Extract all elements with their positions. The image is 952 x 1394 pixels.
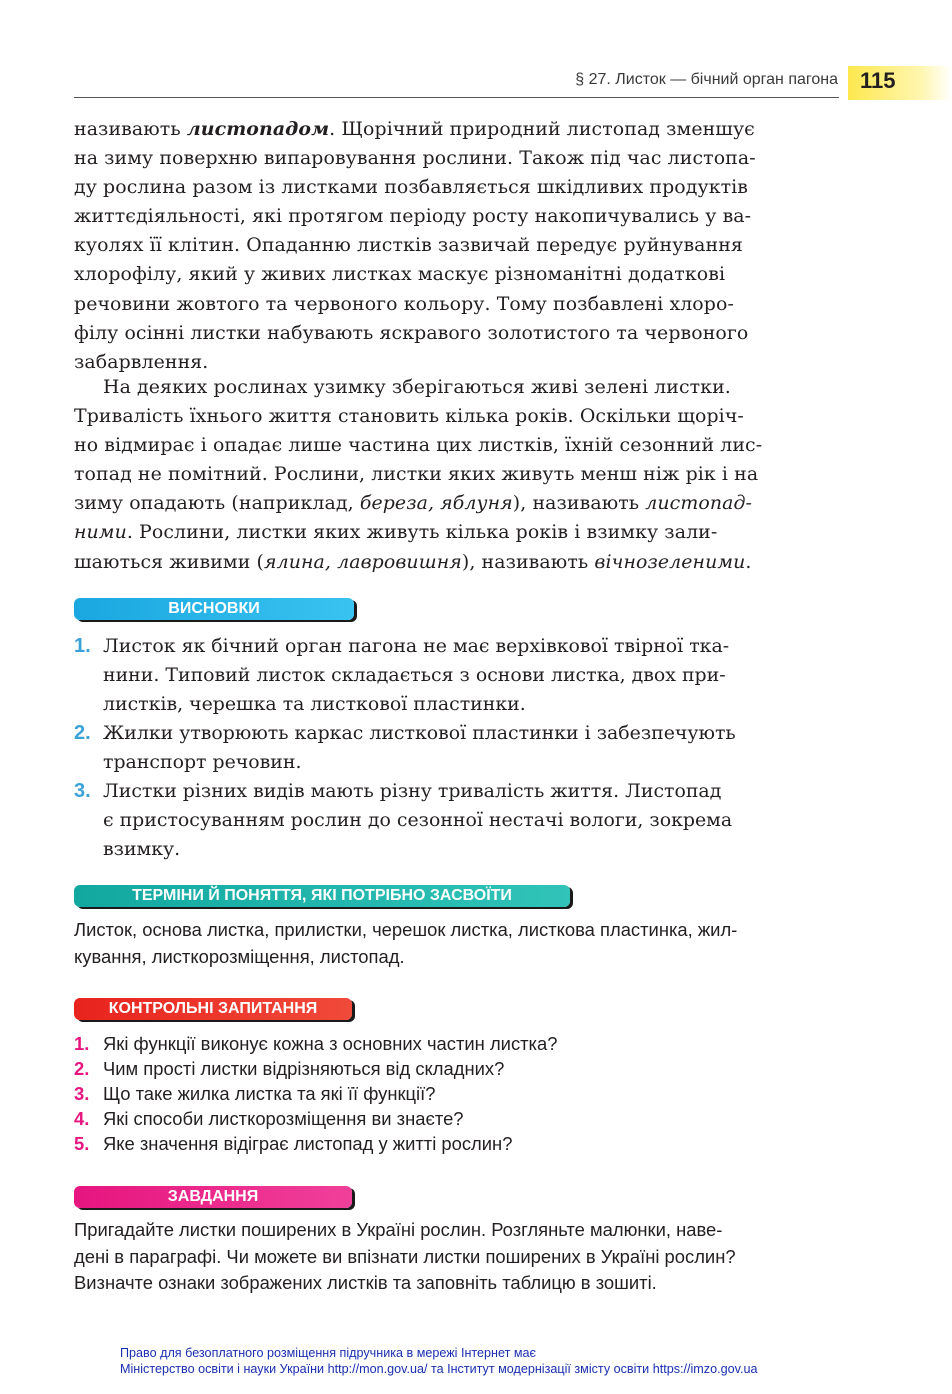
paragraph-line: шаються живими (ялина, лавровишня), називають вічнозеленими. xyxy=(74,550,752,573)
conclusion-item: 3. Листки різних видів мають різну тривалість життя. Листопад є пристосуванням рослин до сезонної нестачі вологи, зокрема взимку. xyxy=(74,777,854,864)
term-highlight: листопадом xyxy=(186,118,330,140)
terms-heading: ТЕРМІНИ Й ПОНЯТТЯ, ЯКІ ПОТРІБНО ЗАСВОЇТИ xyxy=(74,885,570,907)
item-number: 2. xyxy=(74,1058,90,1079)
paragraph-line: Тривалість їхнього життя становить кілька років. Оскільки щоріч- xyxy=(74,405,744,428)
conclusion-item: 2. Жилки утворюють каркас листкової пластинки і забезпечують транспорт речовин. xyxy=(74,719,854,777)
item-number: 1. xyxy=(74,635,91,657)
example-plants: береза, яблуня xyxy=(359,492,513,515)
question-item: 4. Які способи листкорозміщення ви знаєте? xyxy=(74,1108,464,1129)
license-footer: Право для безоплатного розміщення підручника в мережі Інтернет має Міністерство освіти і науки України http://mon.gov.ua/ та Інститут модернізації змісту освіти https://imzo.gov.ua xyxy=(120,1346,758,1376)
conclusions-heading: ВИСНОВКИ xyxy=(74,598,354,620)
item-number: 3. xyxy=(74,1083,90,1104)
paragraph-line: топад не помітний. Рослини, листки яких живуть менш ніж рік і на xyxy=(74,463,759,486)
paragraph-line: філу осінні листки набувають яскравого золотистого та червоного xyxy=(74,321,749,344)
item-number: 2. xyxy=(74,722,91,744)
conclusion-item: 1. Листок як бічний орган пагона не має верхівкової твірної тка- нини. Типовий листок складається з основи листка, двох при- листків, черешка та листкової пластинки. xyxy=(74,632,854,719)
task-heading: ЗАВДАННЯ xyxy=(74,1186,352,1208)
question-item: 3. Що таке жилка листка та які її функції? xyxy=(74,1083,436,1104)
running-header: § 27. Листок — бічний орган пагона xyxy=(575,71,838,88)
question-item: 2. Чим прості листки відрізняються від складних? xyxy=(74,1058,505,1079)
paragraph-line: називають листопадом. Щорічний природний листопад зменшує xyxy=(74,118,755,140)
term-italic: листопад- xyxy=(645,492,753,515)
term-italic: вічнозеленими xyxy=(594,550,746,573)
item-number: 1. xyxy=(74,1033,90,1054)
paragraph-line: но відмирає і опадає лише частина цих листків, їхній сезонний лис- xyxy=(74,434,763,457)
page-number: 115 xyxy=(860,68,896,93)
paragraph-evergreen xyxy=(74,373,854,577)
paragraph-leaf-fall xyxy=(74,115,854,377)
paragraph-line: речовини жовтого та червоного кольору. Тому позбавлені хлоро- xyxy=(74,292,734,315)
example-plants: ялина, лавровишня xyxy=(263,550,462,573)
item-number: 5. xyxy=(74,1133,90,1154)
question-item: 5. Яке значення відіграє листопад у житті рослин? xyxy=(74,1133,513,1154)
term-italic: ними xyxy=(74,521,127,544)
paragraph-line: зиму опадають (наприклад, береза, яблуня), називають листопад- xyxy=(74,492,753,515)
header-rule xyxy=(74,97,839,98)
conclusions-list xyxy=(74,632,854,864)
paragraph-line: ду рослина разом із листками позбавляється шкідливих продуктів xyxy=(74,176,749,199)
paragraph-line: життєдіяльності, які протягом періоду росту накопичувались у ва- xyxy=(74,205,752,228)
questions-list xyxy=(74,1031,557,1156)
question-item: 1. Які функції виконує кожна з основних частин листка? xyxy=(74,1033,558,1054)
paragraph-line: На деяких рослинах узимку зберігаються живі зелені листки. xyxy=(103,376,731,398)
paragraph-line: забарвлення. xyxy=(74,350,209,373)
item-number: 4. xyxy=(74,1108,90,1129)
task-text: Пригадайте листки поширених в Україні рослин. Розгляньте малюнки, наве- дені в параграфі. Чи можете ви впізнати листки поширених в Україні рослин? Визначте ознаки зображених листків та заповніть таблицю в зошиті. xyxy=(74,1219,736,1293)
paragraph-line: хлорофілу, який у живих листках маскує різноманітні додаткові xyxy=(74,263,726,286)
item-number: 3. xyxy=(74,780,91,802)
paragraph-line: на зиму поверхню випаровування рослини. Також під час листопа- xyxy=(74,147,756,170)
paragraph-line: ними. Рослини, листки яких живуть кілька років і взимку зали- xyxy=(74,521,718,544)
paragraph-line: куолях її клітин. Опаданню листків зазвичай передує руйнування xyxy=(74,234,743,257)
terms-text: Листок, основа листка, прилистки, черешок листка, листкова пластинка, жил- кування, листкорозміщення, листопад. xyxy=(74,919,738,967)
questions-heading: КОНТРОЛЬНІ ЗАПИТАННЯ xyxy=(74,998,352,1020)
